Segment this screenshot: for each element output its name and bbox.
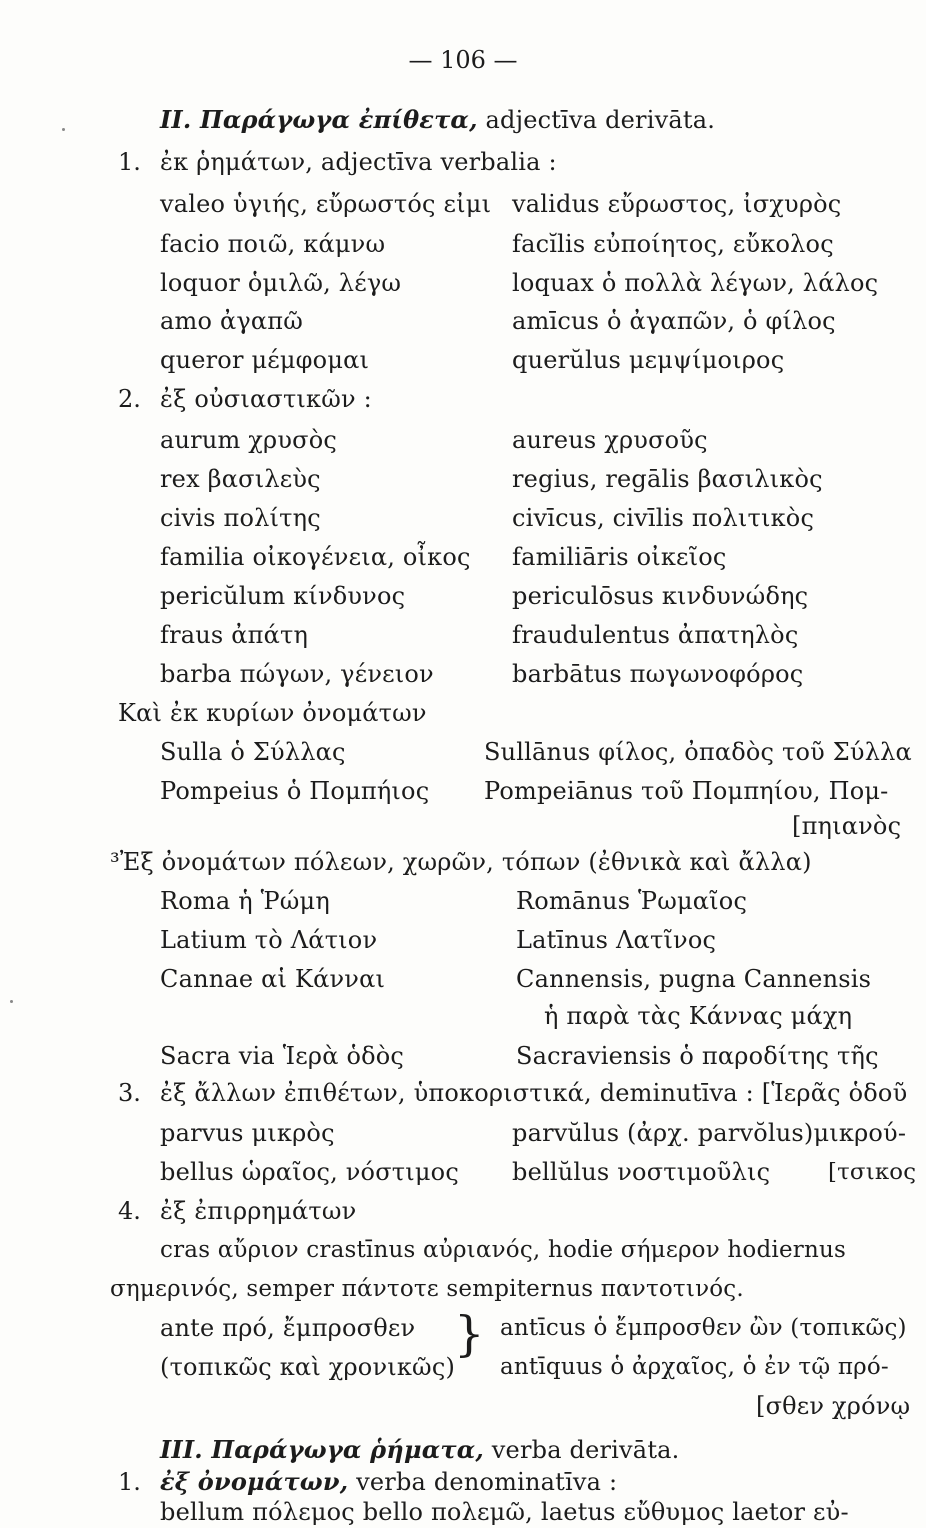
item-number-1: 1. [118, 148, 141, 176]
entry-continuation: [πηιανὸς [792, 812, 902, 840]
entry-left: Latium τὸ Λάτιον [160, 926, 378, 954]
denominatives-greek: ἐξ ὀνομάτων, [160, 1467, 349, 1496]
print-speck [10, 1000, 13, 1003]
text-line: cras αὔριον crastīnus αὐριανός, hodie σήμερον hodiernus [160, 1237, 846, 1263]
entry-left: amo ἀγαπῶ [160, 307, 304, 335]
print-speck [62, 128, 65, 131]
entry-right: antīcus ὁ ἔμπροσθεν ὢν (τοπικῶς) [500, 1315, 907, 1341]
entry-right: querŭlus μεμψίμοιρος [512, 346, 785, 374]
entry-right: loquax ὁ πολλὰ λέγων, λάλος [512, 269, 879, 297]
entry-left: Roma ἡ Ῥώμη [160, 887, 330, 915]
entry-left: (τοπικῶς καὶ χρονικῶς) [160, 1353, 456, 1381]
entry-left: Sulla ὁ Σύλλας [160, 738, 346, 766]
entry-left: fraus ἀπάτη [160, 621, 309, 649]
entry-right: Cannensis, pugna Cannensis [516, 965, 872, 993]
curly-brace-icon: } [454, 1306, 485, 1362]
subheading-denominatives [160, 1466, 617, 1498]
page-number: — 106 — [408, 46, 518, 74]
entry-left: Sacra via Ἱερὰ ὁδὸς [160, 1042, 405, 1070]
subheading-place-names: ³Ἐξ ὀνομάτων πόλεων, χωρῶν, τόπων (ἐθνικὰ καὶ ἄλλα) [110, 848, 812, 876]
entry-continuation: [τσικος [828, 1159, 917, 1185]
entry-left: facio ποιῶ, κάμνω [160, 230, 386, 258]
entry-right: validus εὔρωστος, ἰσχυρὸς [512, 190, 842, 218]
entry-left: loquor ὁμιλῶ, λέγω [160, 269, 402, 297]
entry-right: regius, regālis βασιλικὸς [512, 465, 823, 493]
entry-left: parvus μικρὸς [160, 1119, 335, 1147]
item-number-2: 2. [118, 385, 141, 413]
entry-left: rex βασιλεὺς [160, 465, 321, 493]
entry-continuation: [σθεν χρόνῳ [756, 1392, 911, 1420]
section-II-heading [160, 104, 715, 136]
entry-right: bellŭlus νοστιμοῦλις [512, 1158, 771, 1186]
entry-left: barba πώγων, γένειον [160, 660, 434, 688]
entry-right: parvŭlus (ἀρχ. parvŏlus)μικρού- [512, 1119, 907, 1147]
entry-left: familia οἰκογένεια, οἶκος [160, 543, 471, 571]
entry-left: civis πολίτης [160, 504, 321, 532]
entry-right: periculōsus κινδυνώδης [512, 582, 809, 610]
entry-left: pericŭlum κίνδυνος [160, 582, 406, 610]
entry-left: valeo ὑγιής, εὔρωστός εἰμι [160, 190, 492, 218]
subheading-adverbs: ἐξ ἐπιρρημάτων [160, 1197, 357, 1225]
entry-left: Pompeius ὁ Πομπήιος [160, 777, 430, 805]
subheading-proper-names: Καὶ ἐκ κυρίων ὀνομάτων [118, 699, 427, 727]
entry-left: aurum χρυσὸς [160, 426, 337, 454]
entry-right: Sullānus φίλος, ὀπαδὸς τοῦ Σύλλα [484, 738, 912, 766]
entry-right: amīcus ὁ ἀγαπῶν, ὁ φίλος [512, 307, 836, 335]
entry-left: bellus ὡραῖος, νόστιμος [160, 1158, 459, 1186]
entry-right: facĭlis εὐποίητος, εὔκολος [512, 230, 834, 258]
entry-right: fraudulentus ἀπατηλὸς [512, 621, 799, 649]
entry-left: Cannae αἱ Κάνναι [160, 965, 386, 993]
section-II-title: II. Παράγωγα ἐπίθετα, [160, 105, 478, 134]
section-III-latin: verba derivāta. [491, 1436, 680, 1464]
subheading-verbal: ἐκ ῥημάτων, adjectīva verbalia : [160, 148, 557, 176]
subheading-substantives: ἐξ οὐσιαστικῶν : [160, 385, 372, 413]
entry-right: Sacraviensis ὁ παροδίτης τῆς [516, 1042, 879, 1070]
subheading-diminutives: ἐξ ἄλλων ἐπιθέτων, ὑποκοριστικά, deminutīva : [Ἱερᾶς ὁδοῦ [160, 1079, 908, 1107]
item-number-4: 4. [118, 1197, 141, 1225]
entry-right: familiāris οἰκεῖος [512, 543, 727, 571]
item-number-1-verbs: 1. [118, 1468, 141, 1496]
entry-left: queror μέμφομαι [160, 346, 370, 374]
entry-right: barbātus πωγωνοφόρος [512, 660, 804, 688]
entry-right: aureus χρυσοῦς [512, 426, 708, 454]
entry-left: ante πρό, ἔμπροσθεν [160, 1314, 416, 1342]
text-line: bellum πόλεμος bello πολεμῶ, laetus εὔθυμος laetor εὐ- [160, 1498, 849, 1526]
section-III-title: III. Παράγωγα ῥήματα, [160, 1435, 484, 1464]
entry-right: Romānus Ῥωμαῖος [516, 887, 748, 915]
entry-right: Latīnus Λατῖνος [516, 926, 717, 954]
entry-right: antīquus ὁ ἀρχαῖος, ὁ ἐν τῷ πρό- [500, 1354, 889, 1380]
denominatives-latin: verba denominatīva : [356, 1468, 618, 1496]
text-line: σημερινός, semper πάντοτε sempiternus παντοτινός. [110, 1276, 744, 1302]
entry-continuation: ἡ παρὰ τὰς Κάννας μάχη [544, 1002, 853, 1030]
entry-right: civīcus, civīlis πολιτικὸς [512, 504, 815, 532]
item-number-3: 3. [118, 1079, 141, 1107]
section-III-heading [160, 1434, 680, 1466]
entry-right: Pompeiānus τοῦ Πομπηίου, Πομ- [484, 777, 889, 805]
section-II-latin: adjectīva derivāta. [485, 106, 716, 134]
